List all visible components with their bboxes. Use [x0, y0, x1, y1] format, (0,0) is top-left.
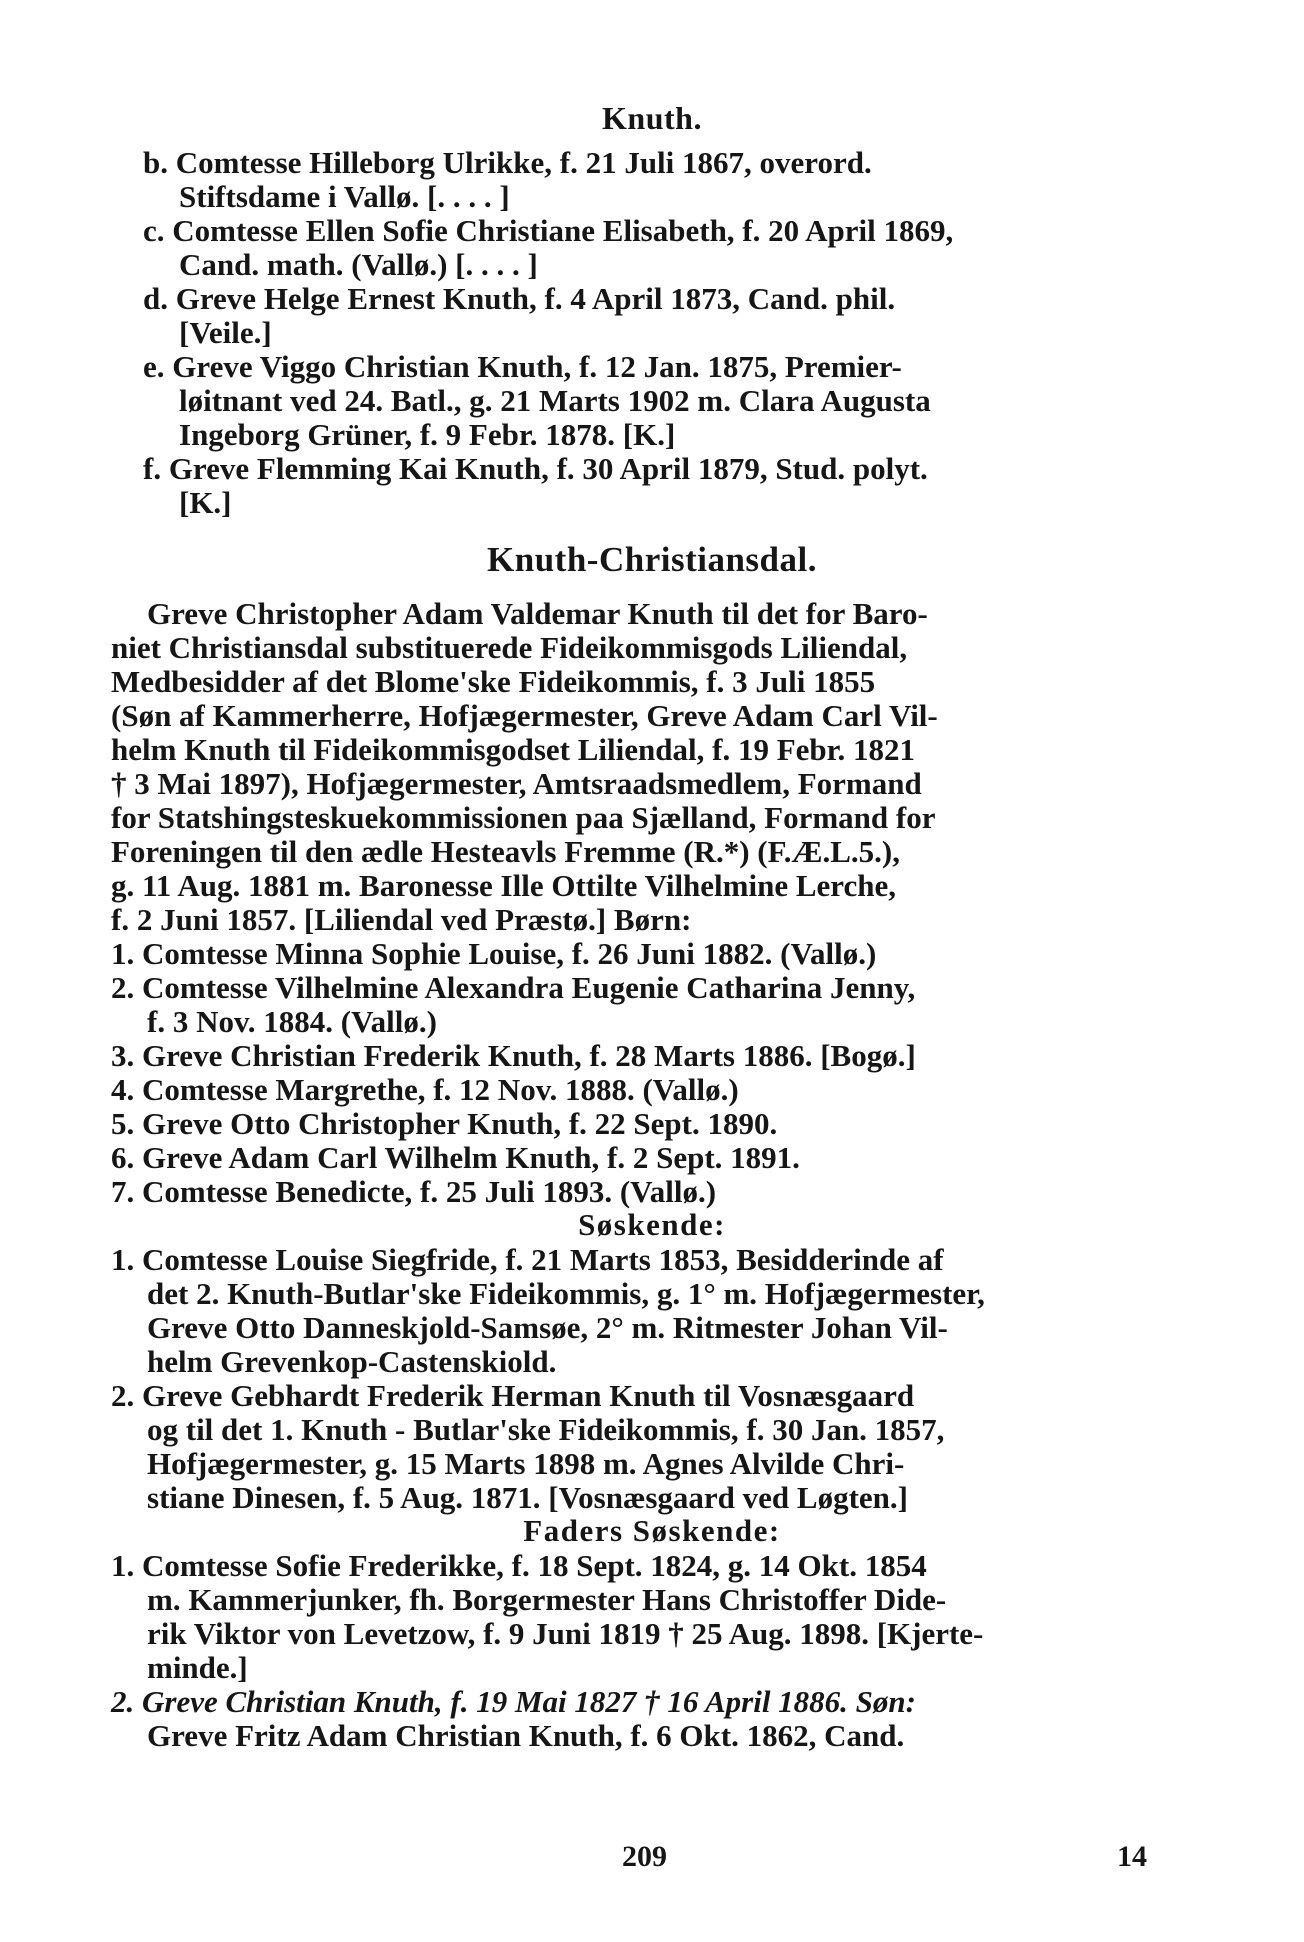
father-sibling-entry: minde.] [147, 1650, 248, 1685]
sibling-entry: helm Grevenkop-Castenskiold. [147, 1344, 557, 1379]
page-number: 209 [622, 1840, 667, 1873]
sibling-entry: 2. Greve Gebhardt Frederik Herman Knuth til Vosnæsgaard [111, 1378, 915, 1413]
child-entry: 7. Comtesse Benedicte, f. 25 Juli 1893. (Vallø.) [111, 1174, 717, 1209]
paragraph-line: (Søn af Kammerherre, Hofjægermester, Greve Adam Carl Vil- [111, 698, 938, 733]
sibling-entry: og til det 1. Knuth - Butlar'ske Fideikommis, f. 30 Jan. 1857, [147, 1412, 945, 1447]
child-entry: f. 3 Nov. 1884. (Vallø.) [147, 1004, 437, 1039]
entry-line: [Veile.] [179, 315, 272, 350]
paragraph-line: † 3 Mai 1897), Hofjægermester, Amtsraadsmedlem, Formand [111, 766, 922, 801]
child-entry: 3. Greve Christian Frederik Knuth, f. 28 Marts 1886. [Bogø.] [111, 1038, 916, 1073]
child-entry: 4. Comtesse Margrethe, f. 12 Nov. 1888. (Vallø.) [111, 1072, 739, 1107]
father-sibling-entry: 1. Comtesse Sofie Frederikke, f. 18 Sept. 1824, g. 14 Okt. 1854 [111, 1548, 927, 1583]
child-entry: 2. Comtesse Vilhelmine Alexandra Eugenie Catharina Jenny, [111, 970, 916, 1005]
paragraph-line: g. 11 Aug. 1881 m. Baronesse Ille Ottilte Vilhelmine Lerche, [111, 868, 897, 903]
entry-line: e. Greve Viggo Christian Knuth, f. 12 Jan. 1875, Premier- [143, 349, 902, 384]
siblings-heading: Søskende: [578, 1207, 726, 1242]
sibling-entry: Hofjægermester, g. 15 Marts 1898 m. Agnes Alvilde Chri- [147, 1446, 905, 1481]
entry-line: Cand. math. (Vallø.) [. . . . ] [179, 247, 538, 282]
paragraph-line: Foreningen til den ædle Hesteavls Fremme (R.*) (F.Æ.L.5.), [111, 834, 900, 869]
paragraph-line: f. 2 Juni 1857. [Liliendal ved Præstø.] Børn: [111, 902, 692, 937]
signature-mark: 14 [1117, 1840, 1147, 1873]
child-entry: 6. Greve Adam Carl Wilhelm Knuth, f. 2 Sept. 1891. [111, 1140, 800, 1175]
entry-line: b. Comtesse Hilleborg Ulrikke, f. 21 Juli 1867, overord. [143, 145, 872, 180]
father-sibling-entry: rik Viktor von Levetzow, f. 9 Juni 1819 † 25 Aug. 1898. [Kjerte- [147, 1616, 984, 1651]
sibling-entry: stiane Dinesen, f. 5 Aug. 1871. [Vosnæsgaard ved Løgten.] [147, 1480, 908, 1515]
entry-line: c. Comtesse Ellen Sofie Christiane Elisabeth, f. 20 April 1869, [143, 213, 954, 248]
father-sibling-entry: Greve Fritz Adam Christian Knuth, f. 6 Okt. 1862, Cand. [147, 1718, 905, 1753]
entry-line: [K.] [179, 485, 232, 520]
sibling-entry: det 2. Knuth-Butlar'ske Fideikommis, g. 1° m. Hofjægermester, [147, 1276, 985, 1311]
sibling-entry: 1. Comtesse Louise Siegfride, f. 21 Marts 1853, Besidderinde af [111, 1242, 944, 1277]
child-entry: 1. Comtesse Minna Sophie Louise, f. 26 Juni 1882. (Vallø.) [111, 936, 877, 971]
father-sibling-entry: 2. Greve Christian Knuth, f. 19 Mai 1827 † 16 April 1886. Søn: [111, 1684, 916, 1719]
running-head: Knuth. [602, 100, 702, 136]
entry-line: Stiftsdame i Vallø. [. . . . ] [179, 179, 510, 214]
paragraph-line: helm Knuth til Fideikommisgodset Liliendal, f. 19 Febr. 1821 [111, 732, 916, 767]
child-entry: 5. Greve Otto Christopher Knuth, f. 22 Sept. 1890. [111, 1106, 778, 1141]
paragraph-line: Greve Christopher Adam Valdemar Knuth til det for Baro- [147, 596, 928, 631]
father-sibling-entry: m. Kammerjunker, fh. Borgermester Hans Christoffer Dide- [147, 1582, 947, 1617]
sibling-entry: Greve Otto Danneskjold-Samsøe, 2° m. Ritmester Johan Vil- [147, 1310, 948, 1345]
section-title: Knuth-Christiansdal. [487, 540, 817, 579]
father-siblings-heading: Faders Søskende: [523, 1513, 781, 1548]
paragraph-line: niet Christiansdal substituerede Fideikommisgods Liliendal, [111, 630, 908, 665]
paragraph-line: for Statshingsteskuekommissionen paa Sjælland, Formand for [111, 800, 936, 835]
paragraph-line: Medbesidder af det Blome'ske Fideikommis, f. 3 Juli 1855 [111, 664, 876, 699]
entry-line: f. Greve Flemming Kai Knuth, f. 30 April 1879, Stud. polyt. [143, 451, 928, 486]
entry-line: løitnant ved 24. Batl., g. 21 Marts 1902 m. Clara Augusta [179, 383, 931, 418]
entry-line: Ingeborg Grüner, f. 9 Febr. 1878. [K.] [179, 417, 676, 452]
entry-line: d. Greve Helge Ernest Knuth, f. 4 April 1873, Cand. phil. [143, 281, 896, 316]
